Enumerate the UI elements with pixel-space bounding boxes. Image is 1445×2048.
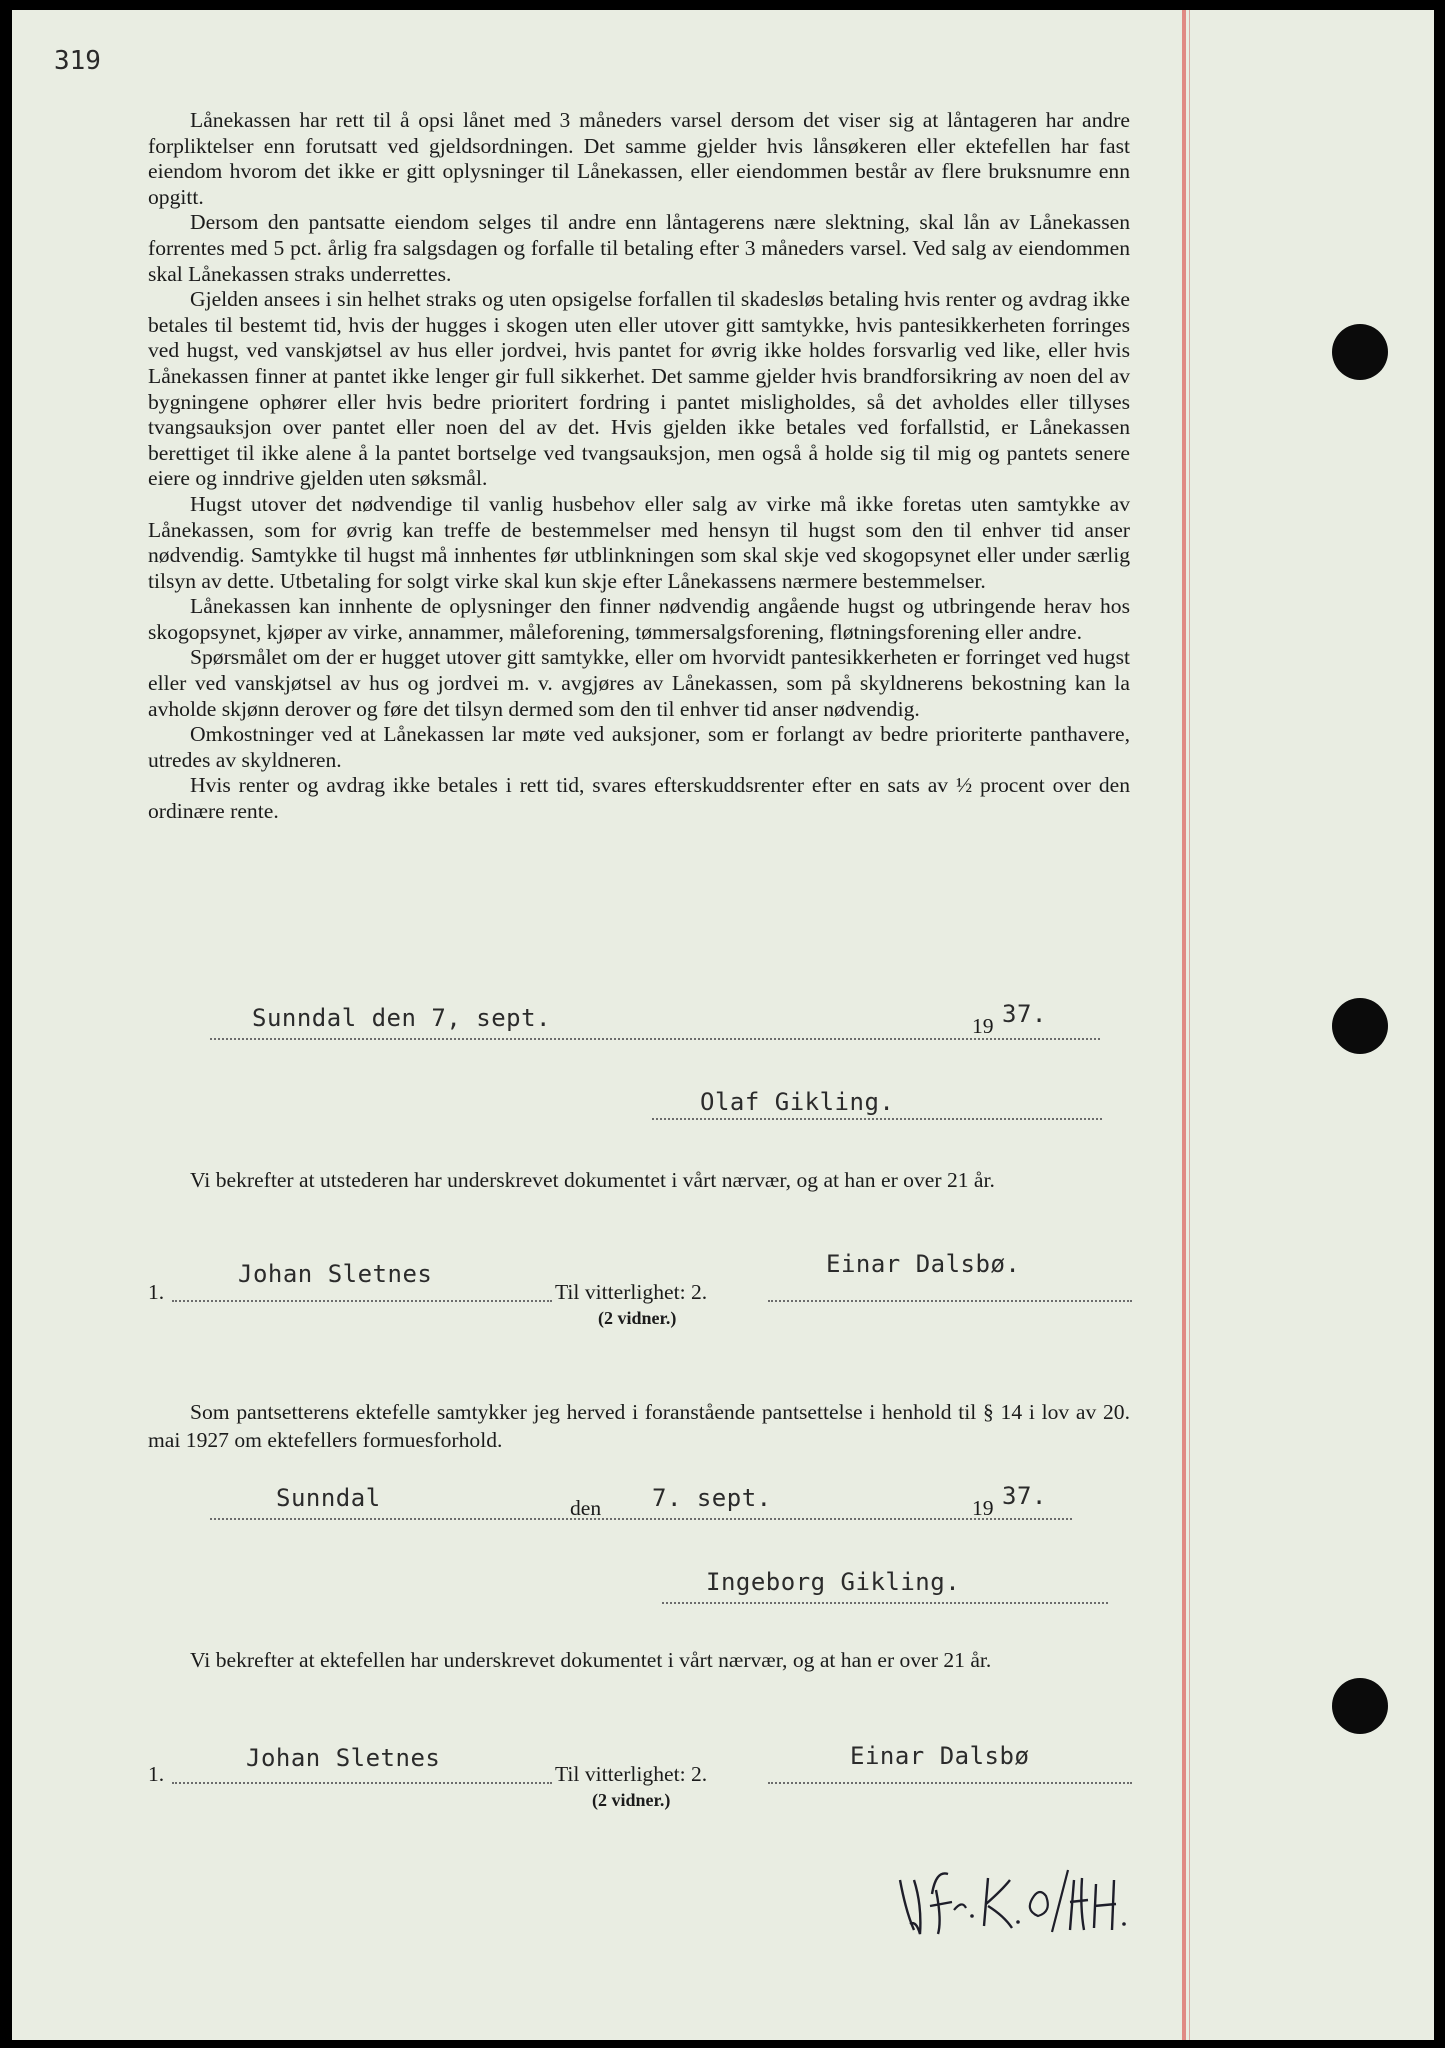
witness-statement-2	[148, 1646, 1130, 1674]
witness-label: Til vitterlighet: 2.	[555, 1762, 708, 1786]
signature-borrower: Olaf Gikling.	[700, 1088, 895, 1116]
statement-text: Vi bekrefter at utstederen har underskrevet dokumentet i vårt nærvær, og at han er over 21 år.	[190, 1168, 995, 1192]
paragraph: Hvis renter og avdrag ikke betales i rett tid, svares efterskuddsrenter efter en sats av ½ procent over den ordinære rente.	[148, 773, 1130, 824]
witness-line	[172, 1300, 552, 1302]
paragraph: Spørsmålet om der er hugget utover gitt samtykke, eller om hvorvidt pantesikkerheten er forringet ved hugst eller ved vanskjøtsel av hus og jordvei m. v. avgjøres av Lånekassen, som på skyldnerens bekostning kan la avholde skjønn derover og føre det tilsyn dermed som den til enhver tid anser nødvendig.	[148, 645, 1130, 721]
signature-spouse: Ingeborg Gikling.	[706, 1568, 961, 1596]
year-suffix-2: 37.	[1002, 1482, 1047, 1510]
punch-hole	[1332, 324, 1388, 380]
witness-label: Til vitterlighet: 2.	[555, 1280, 708, 1304]
witness-statement-1	[148, 1166, 1130, 1194]
signature-line	[652, 1118, 1102, 1120]
paragraph: Lånekassen kan innhente de oplysninger den finner nødvendig angående hugst og utbringende herav hos skogopsynet, kjøper av virke, annammer, måleforening, tømmersalgsforening, fløtningsforening eller andre.	[148, 594, 1130, 644]
place-date-1: Sunndal den 7, sept.	[252, 1004, 551, 1032]
page-number: 319	[54, 46, 101, 76]
witness-2-name: Einar Dalsbø.	[826, 1250, 1021, 1278]
document-page	[12, 10, 1434, 2040]
terms-body	[148, 108, 1130, 825]
year-prefix-2: 19	[972, 1496, 994, 1520]
handwritten-mark	[892, 1850, 1132, 1940]
paragraph: Lånekassen har rett til å opsi lånet med 3 måneders varsel dersom det viser sig at låntageren har andre forpliktelser enn forutsatt ved gjeldsordningen. Det samme gjelder hvis lånsøkeren eller ektefellen har fast eiendom hvorom det ikke er gitt oplysninger til Lånekassen, eller eiendommen består av flere bruksnumre enn opgitt.	[148, 108, 1130, 209]
paragraph: Hugst utover det nødvendige til vanlig husbehov eller salg av virke må ikke foretas uten samtykke av Lånekassen, som for øvrig kan treffe de bestemmelser med hensyn til hugst som den til enhver tid anser nødvendig. Samtykke til hugst må innhentes før utblinkningen som skal skje ved skogopsynet eller under særlig tilsyn av dette. Utbetaling for solgt virke skal kun skje efter Lånekassens nærmere bestemmelser.	[148, 491, 1130, 593]
paragraph: Gjelden ansees i sin helhet straks og uten opsigelse forfallen til skadesløs betaling hvis renter og avdrag ikke betales til bestemt tid, hvis der hugges i skogen uten eller utover gitt samtykke, hvis pantesikkerheten forringes ved hugst, ved vanskjøtsel av hus eller jordvei, hvis pantet for øvrig ikke holdes forsvarlig ved like, eller hvis Lånekassen finner at pantet ikke lenger gir full sikkerhet. Det samme gjelder hvis brandforsikring av noen del av bygningene ophører eller hvis bedre prioritert fordring i pantet misligholdes, så det avholdes eller tillyses tvangsauksjon over pantet eller noen del av det. Hvis gjelden ikke betales ved forfallstid, er Lånekassen berettiget til ikke alene å la pantet bortselge ved tvangsauksjon, men også å holde sig til mig og pantets senere eiere og inndrive gjelden uten søksmål.	[148, 287, 1130, 491]
margin-line	[1182, 10, 1186, 2040]
den-label-2: den	[570, 1496, 602, 1520]
year-suffix-1: 37.	[1002, 1000, 1047, 1028]
signature-line	[662, 1602, 1108, 1604]
punch-hole	[1332, 998, 1388, 1054]
punch-hole	[1332, 1678, 1388, 1734]
date-line	[210, 1038, 1100, 1040]
witness-1-name: Johan Sletnes	[246, 1744, 441, 1772]
paragraph: Dersom den pantsatte eiendom selges til andre enn låntagerens nære slektning, skal lån av Lånekassen forrentes med 5 pct. årlig fra salgsdagen og forfalle til betaling efter 3 måneders varsel. Ved salg av eiendommen skal Lånekassen straks underrettes.	[148, 210, 1130, 286]
witness-num-1: 1.	[148, 1762, 165, 1786]
witness-line	[768, 1782, 1132, 1784]
spouse-consent	[148, 1398, 1130, 1454]
margin-line-thin	[1189, 10, 1190, 2040]
witness-num-1: 1.	[148, 1280, 165, 1304]
witness-line	[768, 1300, 1132, 1302]
date-2: 7. sept.	[652, 1484, 772, 1512]
witness-2-name: Einar Dalsbø	[850, 1742, 1030, 1770]
year-prefix-1: 19	[972, 1014, 994, 1038]
witness-1-name: Johan Sletnes	[238, 1260, 433, 1288]
witness-sub-label: (2 vidner.)	[598, 1308, 677, 1328]
date-line	[210, 1518, 1072, 1520]
statement-text: Vi bekrefter at ektefellen har underskrevet dokumentet i vårt nærvær, og at han er over 21 år.	[190, 1648, 992, 1672]
witness-sub-label: (2 vidner.)	[592, 1790, 671, 1810]
consent-text: Som pantsetterens ektefelle samtykker jeg herved i foranstående pantsettelse i henhold til § 14 i lov av 20. mai 1927 om ektefellers formuesforhold.	[148, 1400, 1130, 1452]
witness-line	[172, 1782, 552, 1784]
paragraph: Omkostninger ved at Lånekassen lar møte ved auksjoner, som er forlangt av bedre prioriterte panthavere, utredes av skyldneren.	[148, 722, 1130, 772]
place-2: Sunndal	[276, 1484, 381, 1512]
